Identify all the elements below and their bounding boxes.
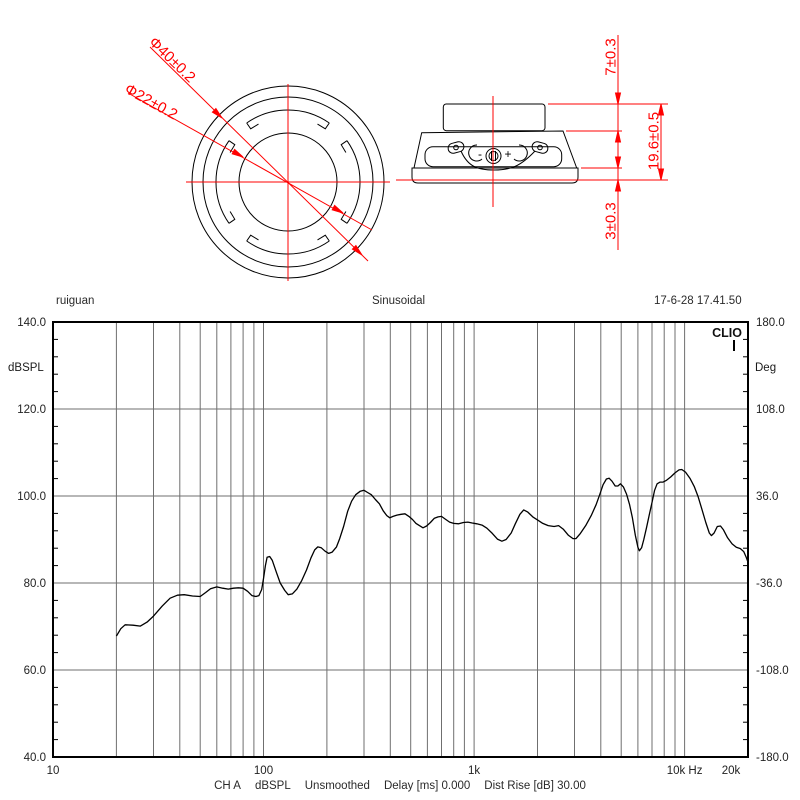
front-dim-label-inner: Φ22±0.2 (121, 80, 181, 124)
caption-segment: Delay [ms] 0.000 (383, 780, 471, 792)
x-axis-tick-label: 100 (253, 765, 274, 777)
right-axis-unit-label: Deg (755, 362, 777, 374)
spl-curve (116, 470, 748, 637)
x-axis-tick-label: 10 (46, 765, 60, 777)
caption-segment: Dist Rise [dB] 30.00 (484, 780, 586, 792)
left-axis-tick-label: 40.0 (23, 752, 46, 764)
left-axis-tick-label: 140.0 (17, 317, 46, 329)
left-axis-tick-label: 80.0 (23, 578, 46, 590)
left-axis-tick-label: 100.0 (17, 491, 46, 503)
chart-header-left: ruiguan (56, 295, 95, 307)
clio-watermark: CLIO (712, 326, 742, 340)
left-axis-tick-label: 60.0 (23, 665, 46, 677)
x-axis-tick-label: 1k (468, 765, 481, 777)
terminal-minus-label: - (478, 147, 482, 161)
right-axis-tick-label: -180.0 (756, 752, 789, 764)
front-dim-label-outer: Φ40±0.2 (145, 33, 199, 87)
left-axis-tick-label: 120.0 (17, 404, 46, 416)
x-axis-tick-label: 20k (721, 765, 741, 777)
right-axis-tick-label: -108.0 (756, 665, 789, 677)
chart-header-datetime: 17-6-28 17.41.50 (654, 295, 742, 307)
caption-segment: dBSPL (254, 780, 291, 792)
right-axis-tick-label: 108.0 (756, 404, 785, 416)
chart-caption (0, 780, 800, 792)
side-dim-label-magnet: 7±0.3 (602, 38, 620, 76)
right-axis-tick-label: 36.0 (756, 491, 779, 503)
side-dim-label-flange: 3±0.3 (602, 202, 620, 240)
caption-segment: CH A (214, 780, 241, 792)
side-dim-label-total: 19.6±0.5 (645, 111, 663, 171)
right-axis-tick-label: -36.0 (756, 578, 783, 590)
terminal-plus-label: + (504, 147, 512, 161)
caption-segment: Unsmoothed (304, 780, 370, 792)
left-axis-unit-label: dBSPL (8, 362, 44, 374)
chart-header-center: Sinusoidal (372, 295, 426, 307)
x-axis-tick-label: 10k Hz (666, 765, 703, 777)
right-axis-tick-label: 180.0 (756, 317, 785, 329)
